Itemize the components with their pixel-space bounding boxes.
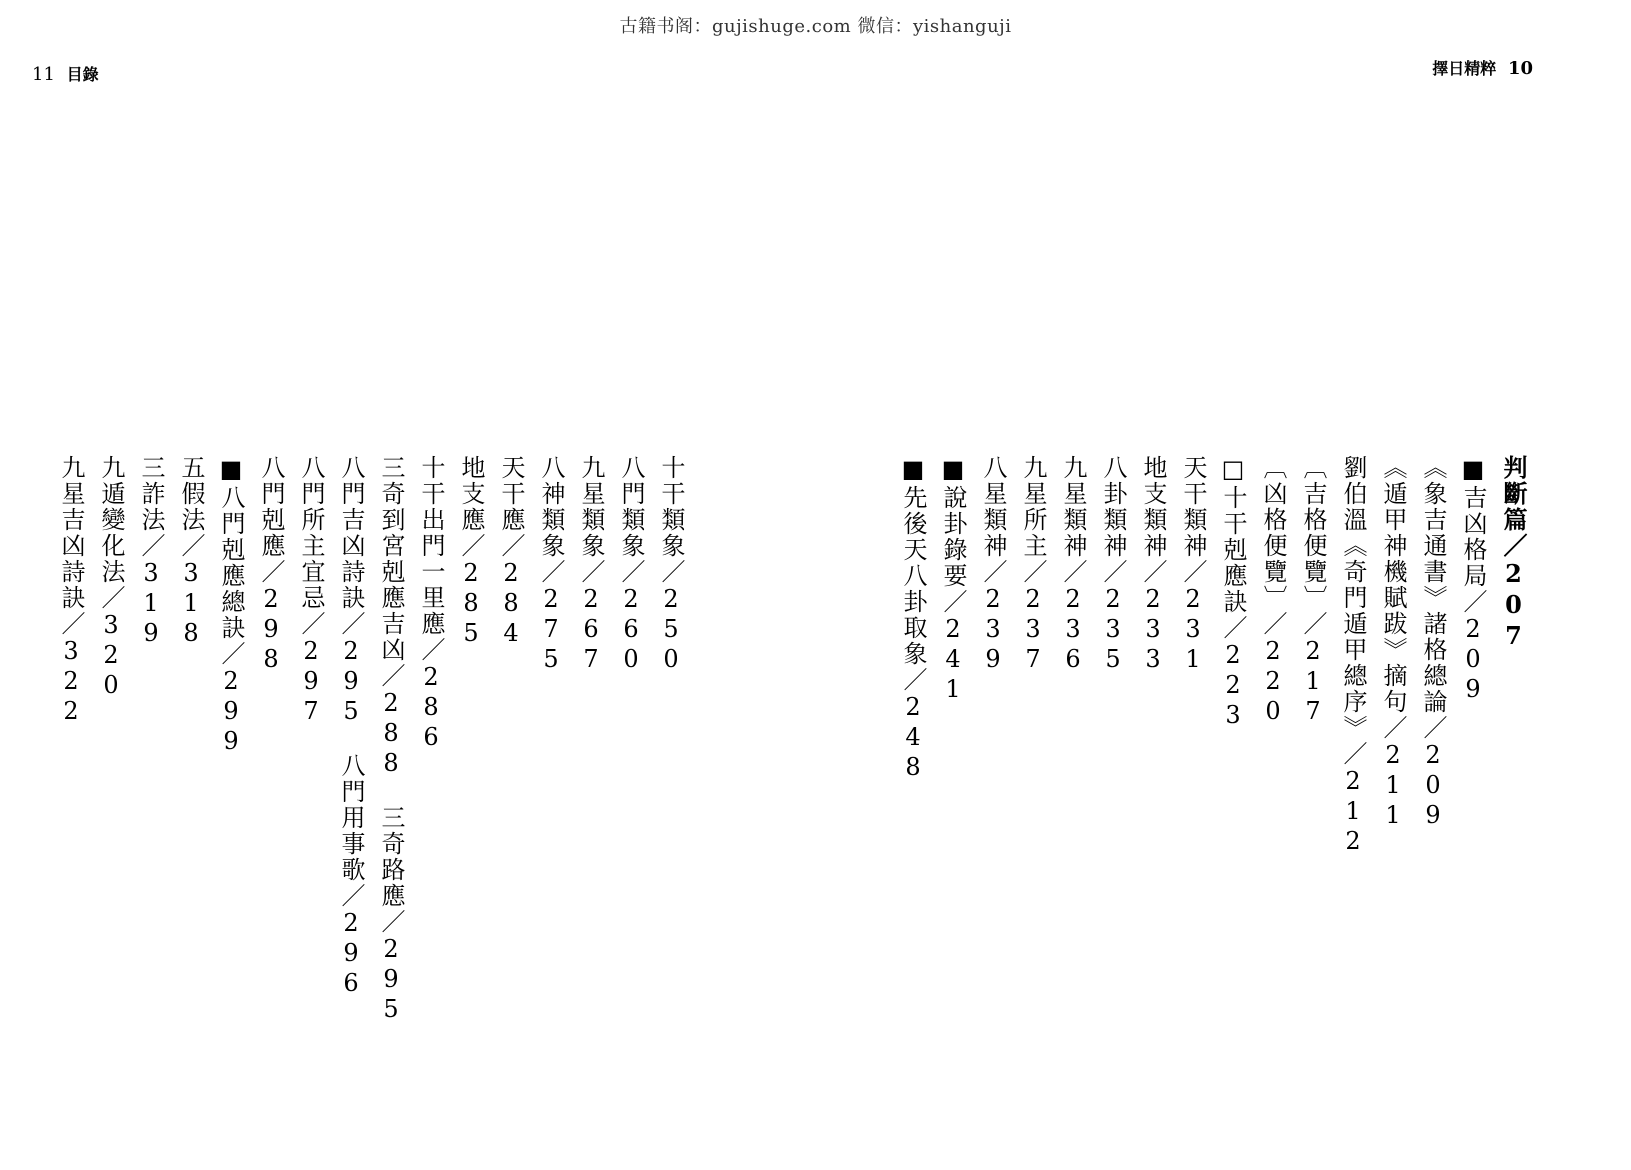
toc-entry: 九星類神／236 (1059, 455, 1087, 675)
toc-entry: 八星類神／239 (979, 455, 1007, 675)
toc-entry: 三詐法／319 (137, 455, 165, 649)
page-number-right: 10 (1507, 58, 1533, 79)
toc-entry: 天干應／284 (497, 455, 525, 649)
toc-entry: 地支類神／233 (1139, 455, 1167, 675)
toc-entry: 九遁變化法／320 (97, 455, 125, 701)
toc-entry: 八門吉凶詩訣／295 八門用事歌／296 (337, 455, 365, 999)
toc-entry: ■先後天八卦取象／248 (899, 455, 927, 783)
toc-entry: 九星吉凶詩訣／322 (57, 455, 85, 727)
toc-left-page (51, 455, 691, 1025)
toc-entry: 八門所主宜忌／297 (297, 455, 325, 727)
toc-entry: 劉伯溫《奇門遁甲總序》／212 (1339, 455, 1367, 857)
watermark: 古籍书阁：gujishuge.com 微信：yishanguji (619, 16, 1012, 37)
toc-entry: 〔凶格便覽〕／220 (1259, 455, 1287, 727)
header-right (1426, 56, 1533, 79)
toc-entry: 十干類象／250 (657, 455, 685, 675)
toc-entry: 九星類象／267 (577, 455, 605, 675)
toc-entry: 八門剋應／298 (257, 455, 285, 675)
page-number-left: 11 (32, 64, 55, 85)
toc-entry: 八卦類神／235 (1099, 455, 1127, 675)
toc-entry: 《遁甲神機賦跋》摘句／211 (1379, 455, 1407, 831)
toc-entry: 八神類象／275 (537, 455, 565, 675)
toc-entry: 地支應／285 (457, 455, 485, 649)
book-title: 擇日精粹 (1432, 59, 1497, 78)
toc-entry: 九星所主／237 (1019, 455, 1047, 675)
toc-entry: 〔吉格便覽〕／217 (1299, 455, 1327, 727)
header-left (32, 62, 105, 85)
toc-entry: ■說卦錄要／241 (939, 455, 967, 705)
toc-entry: □十干剋應訣／223 (1219, 455, 1247, 731)
toc-entry: 天干類神／231 (1179, 455, 1207, 675)
toc-entry: 十干出門一里應／286 (417, 455, 445, 753)
toc-right-page (893, 455, 1533, 857)
toc-entry: 《象吉通書》諸格總論／209 (1419, 455, 1447, 831)
toc-entry: 三奇到宮剋應吉凶／288 三奇路應／295 (377, 455, 405, 1025)
toc-entry: ■吉凶格局／209 (1459, 455, 1487, 705)
toc-entry: 五假法／318 (177, 455, 205, 649)
section-title: 目錄 (66, 65, 99, 84)
toc-entry: 判斷篇／207 (1499, 455, 1528, 652)
toc-entry: 八門類象／260 (617, 455, 645, 675)
toc-entry: ■八門剋應總訣／299 (217, 455, 245, 757)
